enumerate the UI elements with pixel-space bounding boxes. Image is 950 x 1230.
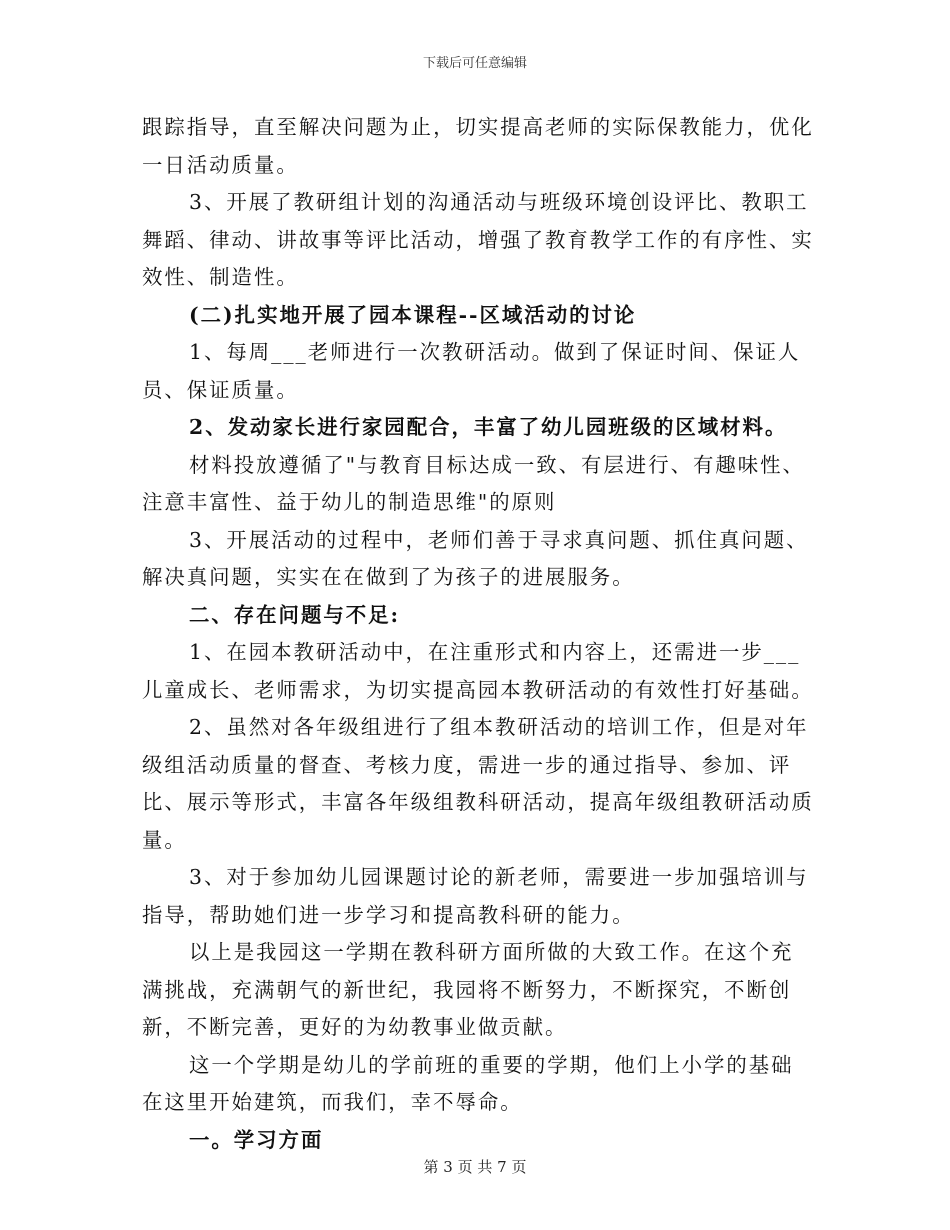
paragraph: 这一个学期是幼儿的学前班的重要的学期，他们上小学的基础在这里开始建筑，而我们，幸不辱命。 (142, 1052, 794, 1114)
paragraph: 以上是我园这一学期在教科研方面所做的大致工作。在这个充满挑战，充满朝气的新世纪，我园将不断努力，不断探究，不断创新，不断完善，更好的为幼教事业做贡献。 (142, 940, 794, 1039)
paragraph: 材料投放遵循了"与教育目标达成一致、有层进行、有趣味性、注意丰富性、益于幼儿的制造思维"的原则 (142, 452, 805, 514)
subsection-heading: 2、发动家长进行家园配合，丰富了幼儿园班级的区域材料。 (189, 415, 788, 439)
document-body (142, 109, 814, 1159)
paragraph: 1、每周___老师进行一次教研活动。做到了保证时间、保证人员、保证质量。 (142, 340, 801, 402)
paragraph: 3、对于参加幼儿园课题讨论的新老师，需要进一步加强培训与指导，帮助她们进一步学习和提高教科研的能力。 (142, 865, 809, 927)
page-footer: 第 3 页 共 7 页 (423, 1158, 527, 1176)
page-header: 下载后可任意编辑 (422, 56, 527, 71)
section-heading: 二、存在问题与不足: (189, 602, 401, 627)
paragraph: 2、虽然对各年级组进行了组本教研活动的培训工作，但是对年级组活动质量的督查、考核力度，需进一步的通过指导、参加、评比、展示等形式，丰富各年级组教科研活动，提高年级组教研活动质量。 (142, 715, 814, 852)
section-heading: (二)扎实地开展了园本课程--区域活动的讨论 (189, 302, 637, 327)
section-heading: 一。学习方面 (189, 1127, 324, 1152)
paragraph: 1、在园本教研活动中，在注重形式和内容上，还需进一步___儿童成长、老师需求，为切实提高园本教研活动的有效性打好基础。 (142, 640, 814, 702)
paragraph: 3、开展了教研组计划的沟通活动与班级环境创设评比、教职工舞蹈、律动、讲故事等评比活动，增强了教育教学工作的有序性、实效性、制造性。 (142, 190, 814, 289)
paragraph: 跟踪指导，直至解决问题为止，切实提高老师的实际保教能力，优化一日活动质量。 (142, 115, 814, 177)
paragraph: 3、开展活动的过程中，老师们善于寻求真问题、抓住真问题、解决真问题，实实在在做到了为孩子的进展服务。 (142, 527, 809, 589)
